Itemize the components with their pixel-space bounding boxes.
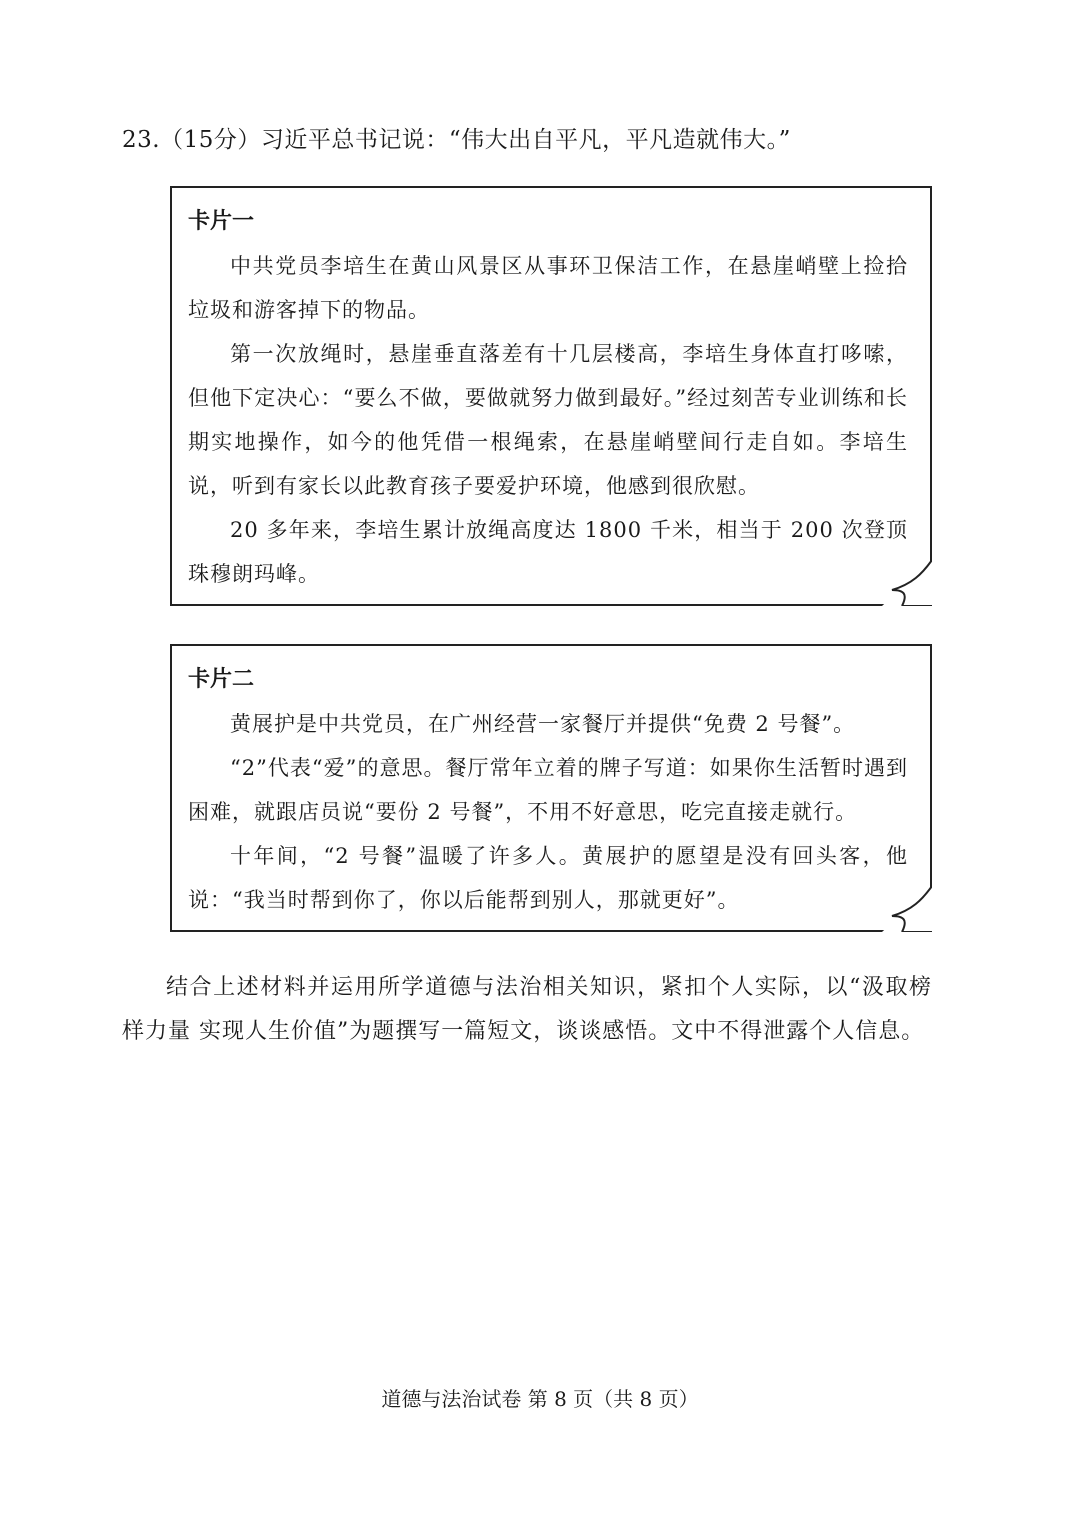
- card-one: [170, 186, 932, 606]
- card-paragraph: 十年间，“2 号餐”温暖了许多人。黄展护的愿望是没有回头客，他说：“我当时帮到你了，你以后能帮到别人，那就更好”。: [188, 844, 908, 912]
- card-paragraph: “2”代表“爱”的意思。餐厅常年立着的牌子写道：如果你生活暂时遇到困难，就跟店员说“要份 2 号餐”，不用不好意思，吃完直接走就行。: [188, 756, 908, 824]
- card-paragraph: 黄展护是中共党员，在广州经营一家餐厅并提供“免费 2 号餐”。: [230, 712, 856, 736]
- card-two: [170, 644, 932, 932]
- page-footer: 道德与法治试卷 第 8 页（共 8 页）: [381, 1387, 699, 1411]
- question-title: 23.（15分）习近平总书记说：“伟大出自平凡，平凡造就伟大。”: [122, 127, 791, 153]
- card-paragraph: 第一次放绳时，悬崖垂直落差有十几层楼高，李培生身体直打哆嗦，但他下定决心：“要么不做，要做就努力做到最好。”经过刻苦专业训练和长期实地操作，如今的他凭借一根绳索，在悬崖峭壁间行走自如。李培生说，听到有家长以此教育孩子要爱护环境，他感到很欣慰。: [188, 342, 908, 498]
- card-title: 卡片一: [188, 209, 255, 234]
- card-paragraph: 20 多年来，李培生累计放绳高度达 1800 千米，相当于 200 次登顶珠穆朗玛峰。: [188, 518, 908, 586]
- page-curl-icon: [882, 560, 932, 606]
- page-curl-icon: [882, 886, 932, 932]
- question-instruction: 结合上述材料并运用所学道德与法治相关知识，紧扣个人实际，以“汲取榜样力量 实现人生价值”为题撰写一篇短文，谈谈感悟。文中不得泄露个人信息。: [122, 975, 932, 1044]
- card-title: 卡片二: [188, 667, 255, 692]
- card-paragraph: 中共党员李培生在黄山风景区从事环卫保洁工作，在悬崖峭壁上捡拾垃圾和游客掉下的物品。: [188, 254, 908, 322]
